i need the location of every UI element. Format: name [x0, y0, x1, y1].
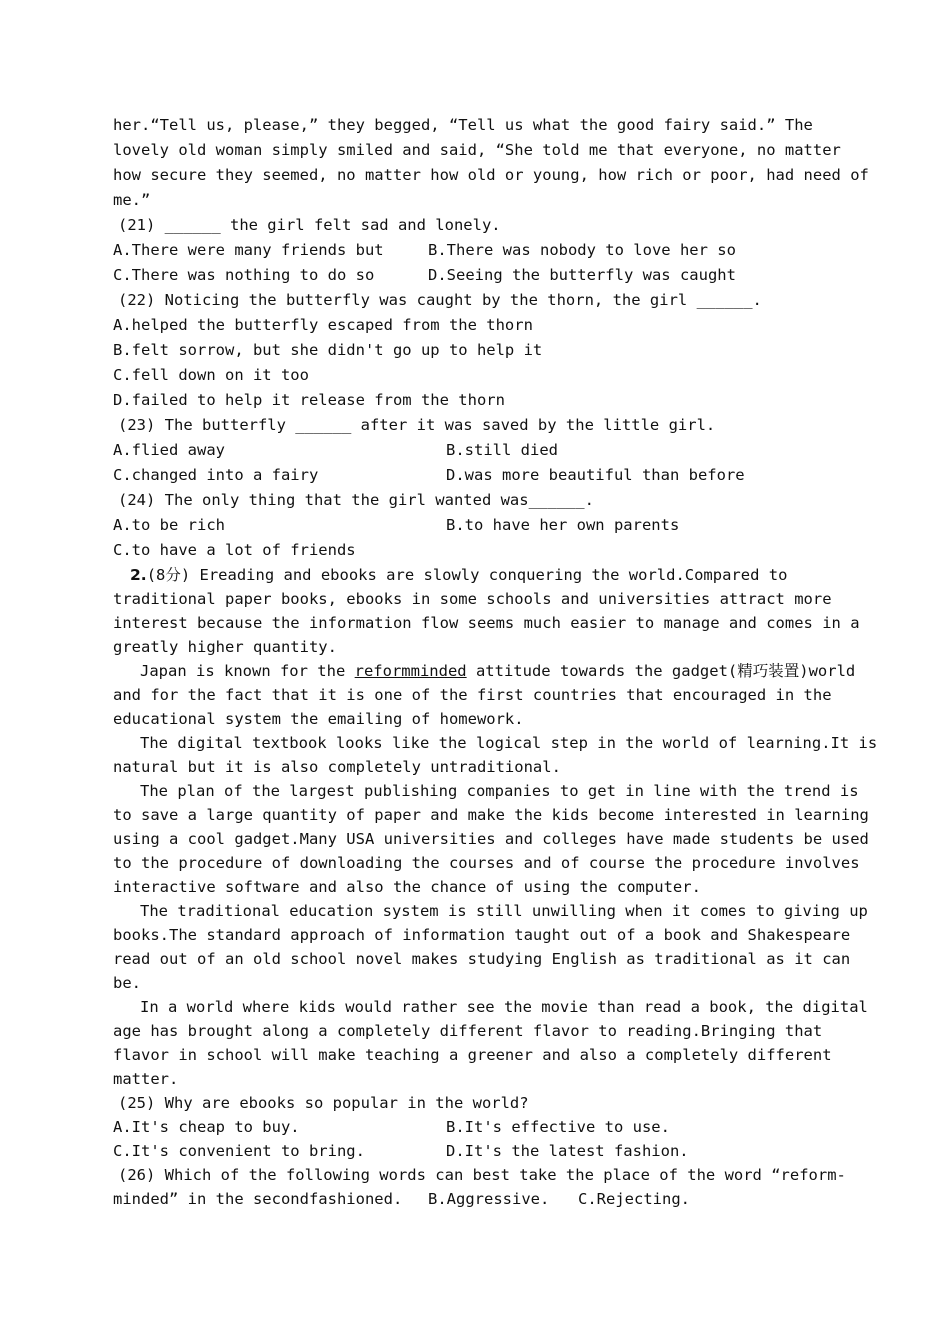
- passage-line: be.: [113, 974, 141, 992]
- passage-line: how secure they seemed, no matter how old or young, how rich or poor, had need of: [113, 166, 869, 184]
- question-24-stem: (24) The only thing that the girl wanted was______.: [118, 491, 594, 509]
- passage-line: to save a large quantity of paper and make the kids become interested in learning: [113, 806, 869, 824]
- underlined-word: reformminded: [354, 662, 467, 680]
- passage-line: using a cool gadget.Many USA universities and colleges have made students be used: [113, 830, 869, 848]
- q24-option-a: A.to be rich: [113, 516, 225, 534]
- q22-option-b: B.felt sorrow, but she didn't go up to help it: [113, 341, 543, 359]
- passage-line: natural but it is also completely untraditional.: [113, 758, 561, 776]
- question-25-stem: (25) Why are ebooks so popular in the world?: [118, 1094, 529, 1112]
- passage-line: matter.: [113, 1070, 179, 1088]
- passage-line: The plan of the largest publishing companies to get in line with the trend is: [140, 782, 859, 800]
- passage-line: her.“Tell us, please,” they begged, “Tell us what the good fairy said.” The: [113, 116, 813, 134]
- q25-option-a: A.It's cheap to buy.: [113, 1118, 300, 1136]
- passage-line: In a world where kids would rather see the movie than read a book, the digital: [140, 998, 868, 1016]
- passage-line: and for the fact that it is one of the first countries that encouraged in the: [113, 686, 832, 704]
- passage-line: to the procedure of downloading the courses and of course the procedure involves: [113, 854, 860, 872]
- q25-option-b: B.It's effective to use.: [446, 1118, 670, 1136]
- passage-line: interactive software and also the chance of using the computer.: [113, 878, 701, 896]
- question-21-stem: (21) ______ the girl felt sad and lonely.: [118, 216, 501, 234]
- q23-option-c: C.changed into a fairy: [113, 466, 319, 484]
- passage-line: greatly higher quantity.: [113, 638, 337, 656]
- q24-option-b: B.to have her own parents: [446, 516, 680, 534]
- passage-line: books.The standard approach of information taught out of a book and Shakespeare: [113, 926, 851, 944]
- q26-option-b: B.Aggressive.: [428, 1190, 550, 1208]
- question-22-stem: (22) Noticing the butterfly was caught by the thorn, the girl ______.: [118, 291, 762, 309]
- passage-line: traditional paper books, ebooks in some schools and universities attract more: [113, 590, 832, 608]
- q23-option-b: B.still died: [446, 441, 558, 459]
- q21-option-d: D.Seeing the butterfly was caught: [428, 266, 736, 284]
- passage-line: flavor in school will make teaching a greener and also a completely different: [113, 1046, 832, 1064]
- q21-option-c: C.There was nothing to do so: [113, 266, 375, 284]
- passage-line: read out of an old school novel makes studying English as traditional as it can: [113, 950, 851, 968]
- paragraph-first-line: [140, 659, 855, 683]
- q25-option-d: D.It's the latest fashion.: [446, 1142, 689, 1160]
- q26-line-2: minded” in the secondfashioned.: [113, 1190, 403, 1208]
- q21-option-a: A.There were many friends but: [113, 241, 384, 259]
- passage-line: lovely old woman simply smiled and said, “She told me that everyone, no matter: [113, 141, 841, 159]
- passage-line: The digital textbook looks like the logical step in the world of learning.It is: [140, 734, 878, 752]
- q22-option-a: A.helped the butterfly escaped from the thorn: [113, 316, 533, 334]
- q21-option-b: B.There was nobody to love her so: [428, 241, 736, 259]
- q24-option-c: C.to have a lot of friends: [113, 541, 356, 559]
- question-23-stem: (23) The butterfly ______ after it was saved by the little girl.: [118, 416, 716, 434]
- section-score: (8分): [146, 566, 191, 584]
- q22-option-d: D.failed to help it release from the thorn: [113, 391, 505, 409]
- q22-option-c: C.fell down on it too: [113, 366, 309, 384]
- q26-option-c: C.Rejecting.: [578, 1190, 690, 1208]
- passage-line: The traditional education system is still unwilling when it comes to giving up: [140, 902, 868, 920]
- q23-option-d: D.was more beautiful than before: [446, 466, 745, 484]
- passage-line: interest because the information flow seems much easier to manage and comes in a: [113, 614, 860, 632]
- passage-line: educational system the emailing of homework.: [113, 710, 524, 728]
- section-2-heading: [130, 563, 787, 587]
- p2-post: attitude towards the gadget(精巧装置)world: [466, 662, 856, 680]
- passage-line: age has brought along a completely different flavor to reading.Bringing that: [113, 1022, 823, 1040]
- passage-line: me.”: [113, 191, 151, 209]
- p2-pre: Japan is known for the: [140, 662, 355, 680]
- intro-first-line: Ereading and ebooks are slowly conquering the world.Compared to: [190, 566, 788, 584]
- question-26-stem: (26) Which of the following words can best take the place of the word “reform-: [118, 1166, 846, 1184]
- q23-option-a: A.flied away: [113, 441, 225, 459]
- section-number: 2.: [130, 566, 147, 584]
- q25-option-c: C.It's convenient to bring.: [113, 1142, 365, 1160]
